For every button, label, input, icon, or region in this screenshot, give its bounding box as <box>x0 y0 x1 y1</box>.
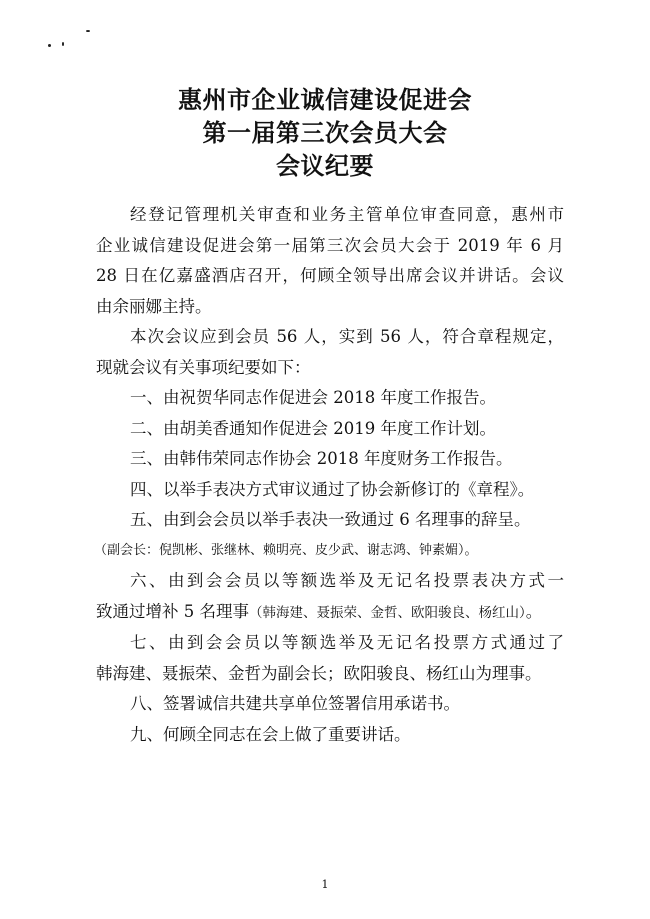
title-line-minutes: 会议纪要 <box>276 152 374 180</box>
title-line-organization: 惠州市企业诚信建设促进会 <box>178 86 472 114</box>
document-title <box>0 84 650 183</box>
attendance-line-2: 现就会议有关事项纪要如下： <box>96 357 311 377</box>
agenda-item-8: 八、签署诚信共建共享单位签署信用承诺书。 <box>130 694 460 713</box>
title-line-meeting: 第一届第三次会员大会 <box>202 119 448 147</box>
intro-line-3: 28 日在亿嘉盛酒店召开，何顾全领导出席会议并讲话。会议 <box>96 266 564 285</box>
agenda-item-9: 九、何顾全同志在会上做了重要讲话。 <box>130 724 411 744</box>
agenda-item-6-names: （韩海建、聂振荣、金哲、欧阳骏良、杨红山） <box>249 604 526 621</box>
scan-specks <box>44 28 104 50</box>
agenda-item-6-line-1: 六、由到会会员以等额选举及无记名投票表决方式一 <box>130 571 564 590</box>
attendance-line-1: 本次会议应到会员 56 人，实到 56 人，符合章程规定， <box>130 327 564 346</box>
document-body <box>96 200 564 750</box>
agenda-item-5-note: （副会长：倪凯彬、张继林、赖明亮、皮少武、谢志鸿、钟素媚）。 <box>94 542 478 558</box>
agenda-item-3: 三、由韩伟荣同志作协会 2018 年度财务工作报告。 <box>130 449 513 468</box>
intro-line-1: 经登记管理机关审查和业务主管单位审查同意，惠州市 <box>130 205 564 224</box>
agenda-item-4: 四、以举手表决方式审议通过了协会新修订的《章程》。 <box>130 479 535 499</box>
agenda-item-6-main: 致通过增补 5 名理事 <box>96 601 249 621</box>
intro-line-4: 由余丽娜主持。 <box>96 296 212 316</box>
agenda-item-6-end: 。 <box>525 601 543 621</box>
agenda-item-6-line-2 <box>96 597 564 629</box>
agenda-item-7-line-1: 七、由到会会员以等额选举及无记名投票方式通过了 <box>130 633 564 652</box>
agenda-item-7-line-2: 韩海建、聂振荣、金哲为副会长；欧阳骏良、杨红山为理事。 <box>96 663 542 683</box>
agenda-item-5: 五、由到会会员以举手表决一致通过 6 名理事的辞呈。 <box>130 510 531 529</box>
agenda-item-1: 一、由祝贺华同志作促进会 2018 年度工作报告。 <box>130 388 496 407</box>
page-number: 1 <box>321 878 329 891</box>
intro-line-2: 企业诚信建设促进会第一届第三次会员大会于 2019 年 6 月 <box>96 235 564 255</box>
agenda-item-2: 二、由胡美香通知作促进会 2019 年度工作计划。 <box>130 418 496 438</box>
